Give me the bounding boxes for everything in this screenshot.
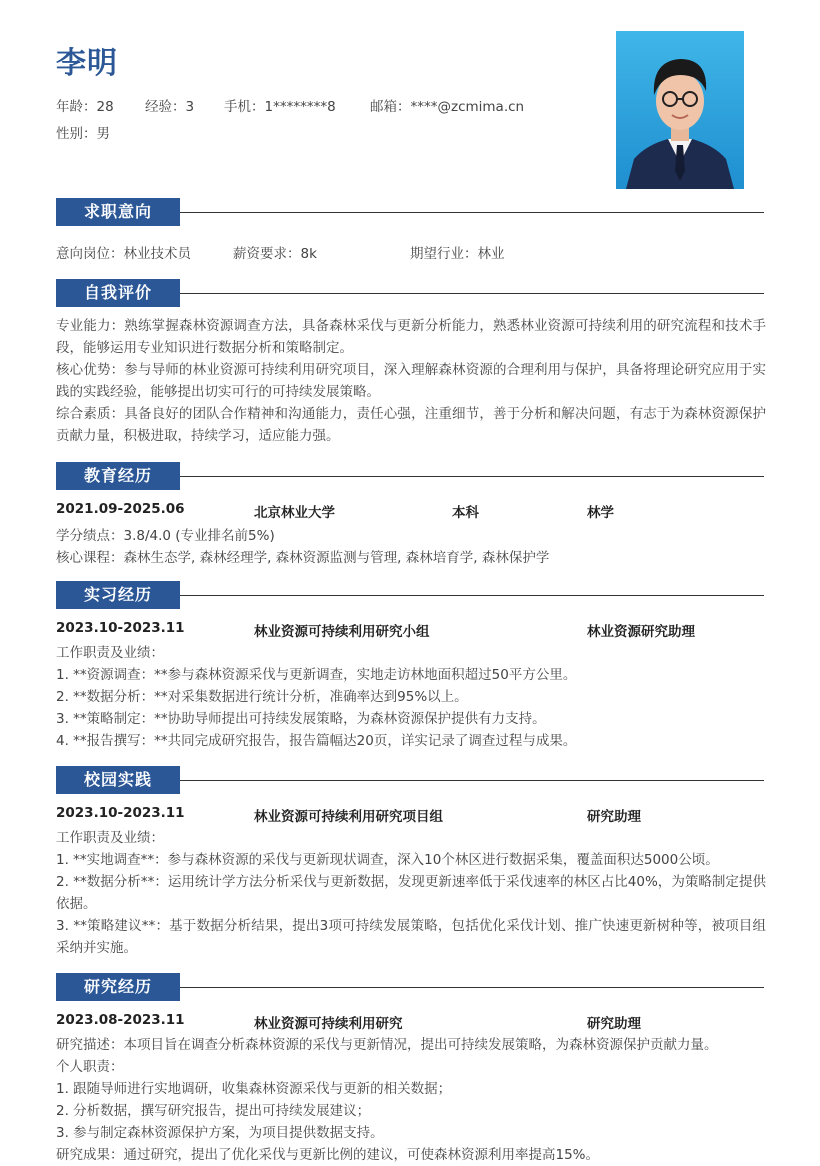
campus-role: 研究助理 (587, 809, 641, 825)
research-project: 林业资源可持续利用研究 (254, 1016, 403, 1032)
campus-details (56, 827, 766, 959)
research-role: 研究助理 (587, 1016, 641, 1032)
self-eval-paragraph: 核心优势：参与导师的林业资源可持续利用研究项目，深入理解森林资源的合理利用与保护，具备将理论研究应用于实践的实践经验，能够提出切实可行的可持续发展策略。 (56, 362, 766, 400)
campus-period: 2023.10-2023.11 (56, 805, 185, 821)
list-item: 2. **数据分析：**对采集数据进行统计分析，准确率达到95%以上。 (56, 689, 468, 705)
profile-photo (616, 31, 744, 189)
list-item: 3. **策略建议**：基于数据分析结果，提出3项可持续发展策略，包括优化采伐计划、推广快速更新树种等，被项目组采纳并实施。 (56, 918, 766, 956)
duty-label: 工作职责及业绩： (56, 830, 164, 846)
internship-header-row (56, 620, 766, 640)
campus-header-row (56, 805, 766, 825)
education-courses: 核心课程：森林生态学, 森林经理学, 森林资源监测与管理, 森林培育学, 森林保护学 (56, 550, 550, 566)
education-school: 北京林业大学 (254, 505, 335, 521)
list-item: 3. **策略制定：**协助导师提出可持续发展策略，为森林资源保护提供有力支持。 (56, 711, 546, 727)
list-item: 1. 跟随导师进行实地调研，收集森林资源采伐与更新的相关数据； (56, 1081, 452, 1097)
divider (180, 595, 764, 596)
research-period: 2023.08-2023.11 (56, 1012, 185, 1028)
gender-field: 性别：男 (56, 126, 110, 142)
list-item: 1. **实地调查**：参与森林资源的采伐与更新现状调查，深入10个林区进行数据采集，覆盖面积达5000公顷。 (56, 852, 719, 868)
education-header-row (56, 501, 766, 521)
research-header-row (56, 1012, 766, 1032)
education-degree: 本科 (452, 505, 479, 521)
education-gpa: 学分绩点：3.8/4.0 (专业排名前5%) (56, 528, 275, 544)
section-title: 校园实践 (56, 766, 180, 794)
research-description: 研究描述：本项目旨在调查分析森林资源的采伐与更新情况，提出可持续发展策略，为森林资源保护贡献力量。 (56, 1037, 718, 1053)
phone-field: 手机：1********8 (224, 99, 336, 115)
age-field: 年龄：28 (56, 99, 114, 115)
email-field: 邮箱：****@zcmima.cn (370, 99, 525, 115)
list-item: 3. 参与制定森林资源保护方案，为项目提供数据支持。 (56, 1125, 384, 1141)
section-title: 实习经历 (56, 581, 180, 609)
intent-salary: 薪资要求：8k (233, 246, 317, 262)
research-result: 研究成果：通过研究，提出了优化采伐与更新比例的建议，可使森林资源利用率提高15%。 (56, 1147, 600, 1163)
divider (180, 987, 764, 988)
person-portrait-icon (616, 31, 744, 189)
self-eval-paragraph: 专业能力：熟练掌握森林资源调查方法，具备森林采伐与更新分析能力，熟悉林业资源可持续利用的研究流程和技术手段，能够运用专业知识进行数据分析和策略制定。 (56, 318, 766, 356)
list-item: 2. **数据分析**：运用统计学方法分析采伐与更新数据，发现更新速率低于采伐速率的林区占比40%，为策略制定提供依据。 (56, 874, 766, 912)
section-header-internship (56, 581, 764, 609)
intent-position: 意向岗位：林业技术员 (56, 246, 191, 262)
divider (180, 780, 764, 781)
internship-period: 2023.10-2023.11 (56, 620, 185, 636)
section-header-research (56, 973, 764, 1001)
divider (180, 476, 764, 477)
section-header-self-eval (56, 279, 764, 307)
internship-org: 林业资源可持续利用研究小组 (254, 624, 430, 640)
intent-industry: 期望行业：林业 (410, 246, 505, 262)
campus-org: 林业资源可持续利用研究项目组 (254, 809, 443, 825)
divider (180, 212, 764, 213)
duty-label: 个人职责： (56, 1059, 124, 1075)
list-item: 2. 分析数据，撰写研究报告，提出可持续发展建议； (56, 1103, 371, 1119)
experience-field: 经验：3 (145, 99, 195, 115)
education-period: 2021.09-2025.06 (56, 501, 185, 517)
self-eval-paragraph: 综合素质：具备良好的团队合作精神和沟通能力，责任心强，注重细节，善于分析和解决问题，有志于为森林资源保护贡献力量，积极进取，持续学习，适应能力强。 (56, 406, 766, 444)
section-title: 研究经历 (56, 973, 180, 1001)
duty-label: 工作职责及业绩： (56, 645, 164, 661)
list-item: 4. **报告撰写：**共同完成研究报告，报告篇幅达20页，详实记录了调查过程与成果。 (56, 733, 577, 749)
divider (180, 293, 764, 294)
research-details (56, 1034, 766, 1166)
education-major: 林学 (587, 505, 614, 521)
internship-role: 林业资源研究助理 (587, 624, 695, 640)
section-header-education (56, 462, 764, 490)
section-header-campus (56, 766, 764, 794)
section-title: 自我评价 (56, 279, 180, 307)
section-title: 教育经历 (56, 462, 180, 490)
internship-details (56, 642, 766, 752)
list-item: 1. **资源调查：**参与森林资源采伐与更新调查，实地走访林地面积超过50平方公里。 (56, 667, 577, 683)
section-title: 求职意向 (56, 198, 180, 226)
candidate-name: 李明 (56, 46, 118, 81)
self-eval-block (56, 315, 766, 447)
section-header-intent (56, 198, 764, 226)
